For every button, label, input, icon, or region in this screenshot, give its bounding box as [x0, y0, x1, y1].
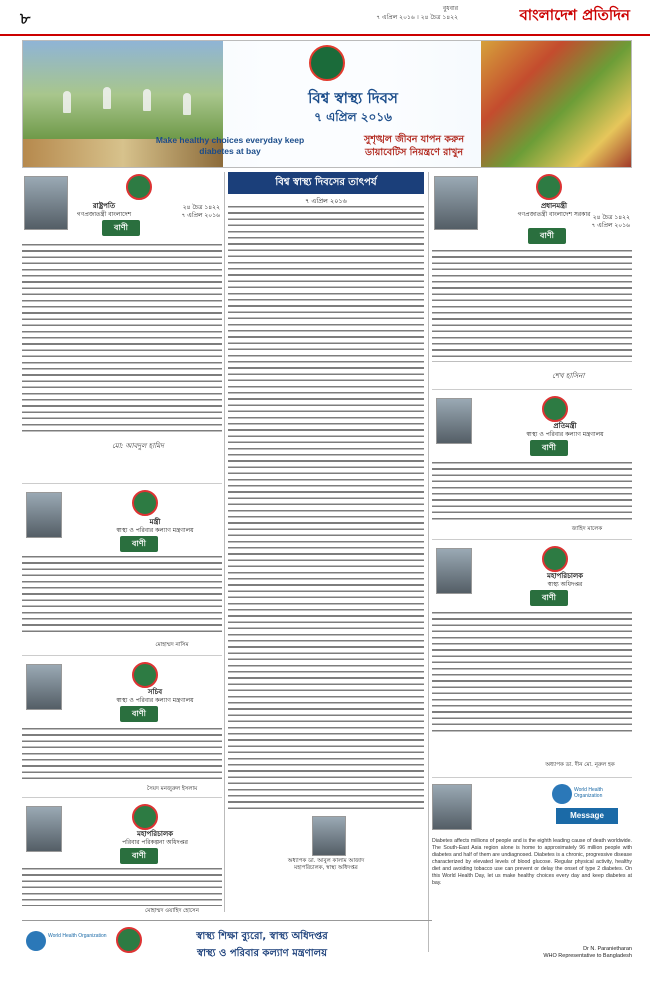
role-title: প্রতিমন্ত্রী: [553, 422, 577, 430]
role-title: রাষ্ট্রপতি: [92, 202, 116, 210]
state-minister-role: [520, 422, 610, 439]
column-rule: [224, 172, 225, 912]
column-rule: [428, 172, 429, 952]
english-slogan: Make healthy choices everyday keep diabetes at bay: [155, 135, 305, 156]
bani-label: বাণী: [120, 848, 158, 864]
issue-date: [376, 4, 458, 22]
role-sub: স্বাস্থ্য অধিদপ্তর: [547, 581, 583, 588]
article-date: ৭ এপ্রিল ২০১৬: [305, 197, 347, 205]
footer: [22, 920, 432, 960]
dg-role: [520, 572, 610, 589]
minister-portrait: [26, 492, 62, 538]
bani-label: বাণী: [120, 706, 158, 722]
dg-health-message: [432, 542, 632, 778]
date-en: ৭ এপ্রিল ২০১৬: [181, 212, 220, 219]
article-text: [228, 206, 424, 812]
role-sub: গণপ্রজাতন্ত্রী বাংলাদেশ: [76, 211, 132, 218]
exercise-photo: [23, 41, 223, 139]
role-title: সচিব: [147, 688, 163, 696]
ministry-seal: [116, 927, 142, 953]
role-title: মন্ত্রী: [149, 518, 161, 526]
president-signature: মো: আবদুল হামিদ: [112, 442, 164, 450]
masthead: বাংলাদেশ প্রতিদিন: [519, 6, 630, 24]
ministry-seal: [132, 490, 158, 516]
state-minister-message: [432, 392, 632, 540]
family-planning-message: [22, 800, 222, 918]
pm-portrait: [434, 176, 478, 230]
secretary-role: [110, 688, 200, 705]
who-sign-role: WHO Representative to Bangladesh: [543, 953, 632, 959]
footer-text: [142, 929, 382, 963]
bani-label: বাণী: [530, 440, 568, 456]
role-sub: স্বাস্থ্য ও পরিবার কল্যাণ মন্ত্রণালয়: [526, 431, 604, 438]
dg-signature: অধ্যাপক ডা. দীন মো. নূরুল হক: [545, 762, 615, 768]
dg-family-signature: মোহাম্মদ ওয়াহিদ হোসেন: [145, 908, 199, 914]
minister-signature: মোহাম্মদ নাসিম: [155, 642, 189, 648]
who-emblem-icon: [552, 784, 572, 804]
bani-label: বাণী: [102, 220, 140, 236]
slogan-line-2: ডায়াবেটিস নিয়ন্ত্রণে রাখুন: [364, 147, 464, 158]
date-bn: ২৪ চৈত্র ১৪২২: [592, 214, 630, 221]
president-date: [160, 204, 220, 220]
author-name: অধ্যাপক ডা. আবুল কালাম আজাদ: [287, 858, 365, 864]
margin-strip: [8, 820, 14, 970]
state-minister-signature: জাহিদ মালেক: [571, 526, 603, 532]
page-number: ৮: [20, 9, 31, 28]
banner-date: ৭ এপ্রিল ২০১৬: [314, 110, 392, 124]
state-seal: [126, 174, 152, 200]
dg-family-role: [110, 830, 200, 847]
minister-text: [22, 556, 222, 636]
bani-label: বাণী: [528, 228, 566, 244]
ministry-seal: [542, 396, 568, 422]
president-role: [74, 202, 134, 219]
state-minister-text: [432, 462, 632, 520]
vegetables-photo: [481, 41, 631, 167]
date-bn: ২৪ চৈত্র ১৪২২: [182, 204, 220, 211]
bani-label: বাণী: [120, 536, 158, 552]
who-sign-name: Dr N. Paranietharan: [583, 946, 632, 952]
who-rep-portrait: [432, 784, 472, 830]
president-message: [22, 172, 222, 484]
pm-message: [432, 172, 632, 390]
state-minister-portrait: [436, 398, 472, 444]
government-emblem: [309, 45, 345, 81]
bangla-slogan: [329, 133, 499, 159]
footer-line-2: স্বাস্থ্য ও পরিবার কল্যাণ মন্ত্রণালয়: [197, 948, 327, 959]
who-message-text: Diabetes affects millions of people and is the eighth leading cause of death worldwide. The South-East Asia region alone is home to approximately 96 million people with diabetes and half of them are undiagnosed. Diabetes is a chronic, progressive disease characterized by elevated levels of blood glucose. Regular physical activity, healthy diet and avoiding tobacco use can prevent or delay the onset of type 2 diabetes. On this World Health Day, let us make healthy choices every day and keep diabetes at bay.: [432, 838, 632, 886]
article-author: [246, 858, 406, 872]
weekday: বুধবার: [442, 5, 458, 12]
date: ৭ এপ্রিল ২০১৬ । ২৪ চৈত্র ১৪২২: [376, 14, 458, 21]
article-heading: বিশ্ব স্বাস্থ্য দিবসের তাৎপর্য: [228, 172, 424, 194]
role-title: মহাপরিচালক: [546, 572, 584, 580]
ministry-seal: [132, 804, 158, 830]
author-portrait: [312, 816, 346, 856]
role-title: প্রধানমন্ত্রী: [540, 202, 568, 210]
slogan-line-1: সুশৃঙ্খল জীবন যাপন করুন: [364, 134, 464, 145]
dg-text: [432, 612, 632, 732]
author-role: মহাপরিচালক, স্বাস্থ্য অধিদপ্তর: [294, 865, 358, 871]
banner-title: বিশ্ব স্বাস্থ্য দিবস: [308, 89, 398, 107]
pm-date: [574, 214, 630, 230]
pm-signature: শেখ হাসিনা: [552, 372, 585, 380]
secretary-message: [22, 658, 222, 798]
dg-portrait: [436, 548, 472, 594]
who-emblem-icon: [26, 931, 46, 951]
dg-family-text: [22, 868, 222, 906]
president-portrait: [24, 176, 68, 230]
president-text: [22, 244, 222, 434]
banner: [22, 40, 632, 168]
secretary-portrait: [26, 664, 62, 710]
role-title: মহাপরিচালক: [136, 830, 174, 838]
who-logo-right: [552, 784, 622, 806]
role-sub: স্বাস্থ্য ও পরিবার কল্যাণ মন্ত্রণালয়: [116, 697, 194, 704]
secretary-signature: সৈয়দ মনজুরুল ইসলাম: [146, 786, 198, 792]
date-en: ৭ এপ্রিল ২০১৬: [591, 222, 630, 229]
who-signature: [520, 946, 632, 960]
dg-family-portrait: [26, 806, 62, 852]
ministry-seal: [132, 662, 158, 688]
directorate-seal: [542, 546, 568, 572]
bani-label: বাণী: [530, 590, 568, 606]
state-seal: [536, 174, 562, 200]
who-footer-name: World Health Organization: [48, 933, 107, 939]
footer-line-1: স্বাস্থ্য শিক্ষা ব্যুরো, স্বাস্থ্য অধিদপ্তর: [196, 931, 328, 942]
message-tab: Message: [556, 808, 618, 824]
role-sub: স্বাস্থ্য ও পরিবার কল্যাণ মন্ত্রণালয়: [116, 527, 194, 534]
minister-message: [22, 486, 222, 656]
role-sub: গণপ্রজাতন্ত্রী বাংলাদেশ সরকার: [517, 211, 591, 218]
role-sub: পরিবার পরিকল্পনা অধিদপ্তর: [122, 839, 188, 846]
who-name: World Health Organization: [574, 787, 603, 799]
pm-text: [432, 250, 632, 362]
minister-role: [110, 518, 200, 535]
secretary-text: [22, 728, 222, 780]
page-header: [0, 0, 650, 36]
